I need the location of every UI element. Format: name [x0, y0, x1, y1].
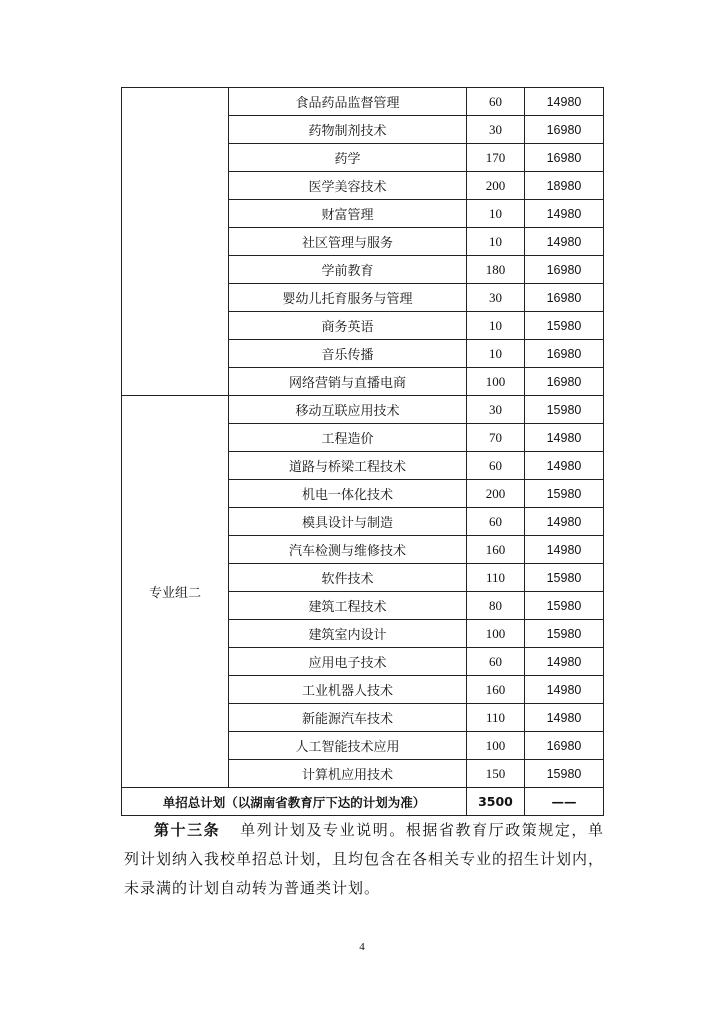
- plan-count: 60: [467, 648, 525, 676]
- major-name: 建筑工程技术: [229, 592, 467, 620]
- major-name: 建筑室内设计: [229, 620, 467, 648]
- plan-count: 160: [467, 676, 525, 704]
- plan-count: 110: [467, 564, 525, 592]
- tuition-fee: 14980: [525, 508, 604, 536]
- article-text: 单列计划及专业说明。根据省教育厅政策规定，单列计划纳入我校单招总计划，且均包含在各相关专业的招生计划内，未录满的计划自动转为普通类计划。: [124, 821, 605, 897]
- tuition-fee: 15980: [525, 396, 604, 424]
- tuition-fee: 14980: [525, 228, 604, 256]
- major-name: 网络营销与直播电商: [229, 368, 467, 396]
- plan-count: 60: [467, 452, 525, 480]
- plan-count: 200: [467, 480, 525, 508]
- major-name: 食品药品监督管理: [229, 88, 467, 116]
- major-name: 软件技术: [229, 564, 467, 592]
- plan-count: 150: [467, 760, 525, 788]
- major-name: 药物制剂技术: [229, 116, 467, 144]
- article-clause-number: 第十三条: [154, 821, 221, 839]
- major-name: 音乐传播: [229, 340, 467, 368]
- tuition-fee: 14980: [525, 200, 604, 228]
- tuition-fee: 18980: [525, 172, 604, 200]
- table-row: [122, 88, 604, 116]
- tuition-fee: 15980: [525, 564, 604, 592]
- major-name: 学前教育: [229, 256, 467, 284]
- major-name: 社区管理与服务: [229, 228, 467, 256]
- tuition-fee: 16980: [525, 284, 604, 312]
- tuition-fee: 14980: [525, 676, 604, 704]
- page-number: 4: [359, 941, 365, 953]
- group-cell: 专业组二: [122, 396, 229, 788]
- plan-count: 30: [467, 284, 525, 312]
- major-name: 机电一体化技术: [229, 480, 467, 508]
- plan-count: 80: [467, 592, 525, 620]
- plan-count: 200: [467, 172, 525, 200]
- tuition-fee: 15980: [525, 760, 604, 788]
- tuition-fee: 16980: [525, 732, 604, 760]
- plan-count: 170: [467, 144, 525, 172]
- plan-count: 160: [467, 536, 525, 564]
- plan-count: 10: [467, 312, 525, 340]
- plan-count: 10: [467, 200, 525, 228]
- major-name: 新能源汽车技术: [229, 704, 467, 732]
- enrollment-plan-body: [122, 88, 604, 816]
- tuition-fee: 14980: [525, 704, 604, 732]
- major-name: 工程造价: [229, 424, 467, 452]
- major-name: 医学美容技术: [229, 172, 467, 200]
- total-fee: ——: [525, 788, 604, 816]
- major-name: 移动互联应用技术: [229, 396, 467, 424]
- plan-count: 30: [467, 116, 525, 144]
- tuition-fee: 14980: [525, 424, 604, 452]
- plan-count: 180: [467, 256, 525, 284]
- tuition-fee: 15980: [525, 312, 604, 340]
- tuition-fee: 15980: [525, 592, 604, 620]
- major-name: 工业机器人技术: [229, 676, 467, 704]
- tuition-fee: 15980: [525, 480, 604, 508]
- plan-count: 100: [467, 620, 525, 648]
- major-name: 财富管理: [229, 200, 467, 228]
- article-paragraph: [124, 816, 604, 903]
- major-name: 人工智能技术应用: [229, 732, 467, 760]
- major-name: 汽车检测与维修技术: [229, 536, 467, 564]
- total-label: 单招总计划（以湖南省教育厅下达的计划为准）: [122, 788, 467, 816]
- tuition-fee: 16980: [525, 144, 604, 172]
- group-cell: [122, 88, 229, 396]
- plan-count: 60: [467, 88, 525, 116]
- table-row: [122, 396, 604, 424]
- major-name: 模具设计与制造: [229, 508, 467, 536]
- tuition-fee: 16980: [525, 368, 604, 396]
- plan-count: 10: [467, 228, 525, 256]
- major-name: 计算机应用技术: [229, 760, 467, 788]
- tuition-fee: 16980: [525, 340, 604, 368]
- tuition-fee: 16980: [525, 256, 604, 284]
- enrollment-plan-table: [121, 87, 604, 816]
- plan-count: 30: [467, 396, 525, 424]
- major-name: 药学: [229, 144, 467, 172]
- major-name: 道路与桥梁工程技术: [229, 452, 467, 480]
- plan-count: 110: [467, 704, 525, 732]
- plan-count: 10: [467, 340, 525, 368]
- plan-count: 100: [467, 368, 525, 396]
- tuition-fee: 14980: [525, 536, 604, 564]
- tuition-fee: 14980: [525, 88, 604, 116]
- major-name: 应用电子技术: [229, 648, 467, 676]
- tuition-fee: 15980: [525, 620, 604, 648]
- total-count: 3500: [467, 788, 525, 816]
- total-row: [122, 788, 604, 816]
- plan-count: 100: [467, 732, 525, 760]
- tuition-fee: 14980: [525, 648, 604, 676]
- major-name: 商务英语: [229, 312, 467, 340]
- tuition-fee: 16980: [525, 116, 604, 144]
- plan-count: 60: [467, 508, 525, 536]
- plan-count: 70: [467, 424, 525, 452]
- major-name: 婴幼儿托育服务与管理: [229, 284, 467, 312]
- tuition-fee: 14980: [525, 452, 604, 480]
